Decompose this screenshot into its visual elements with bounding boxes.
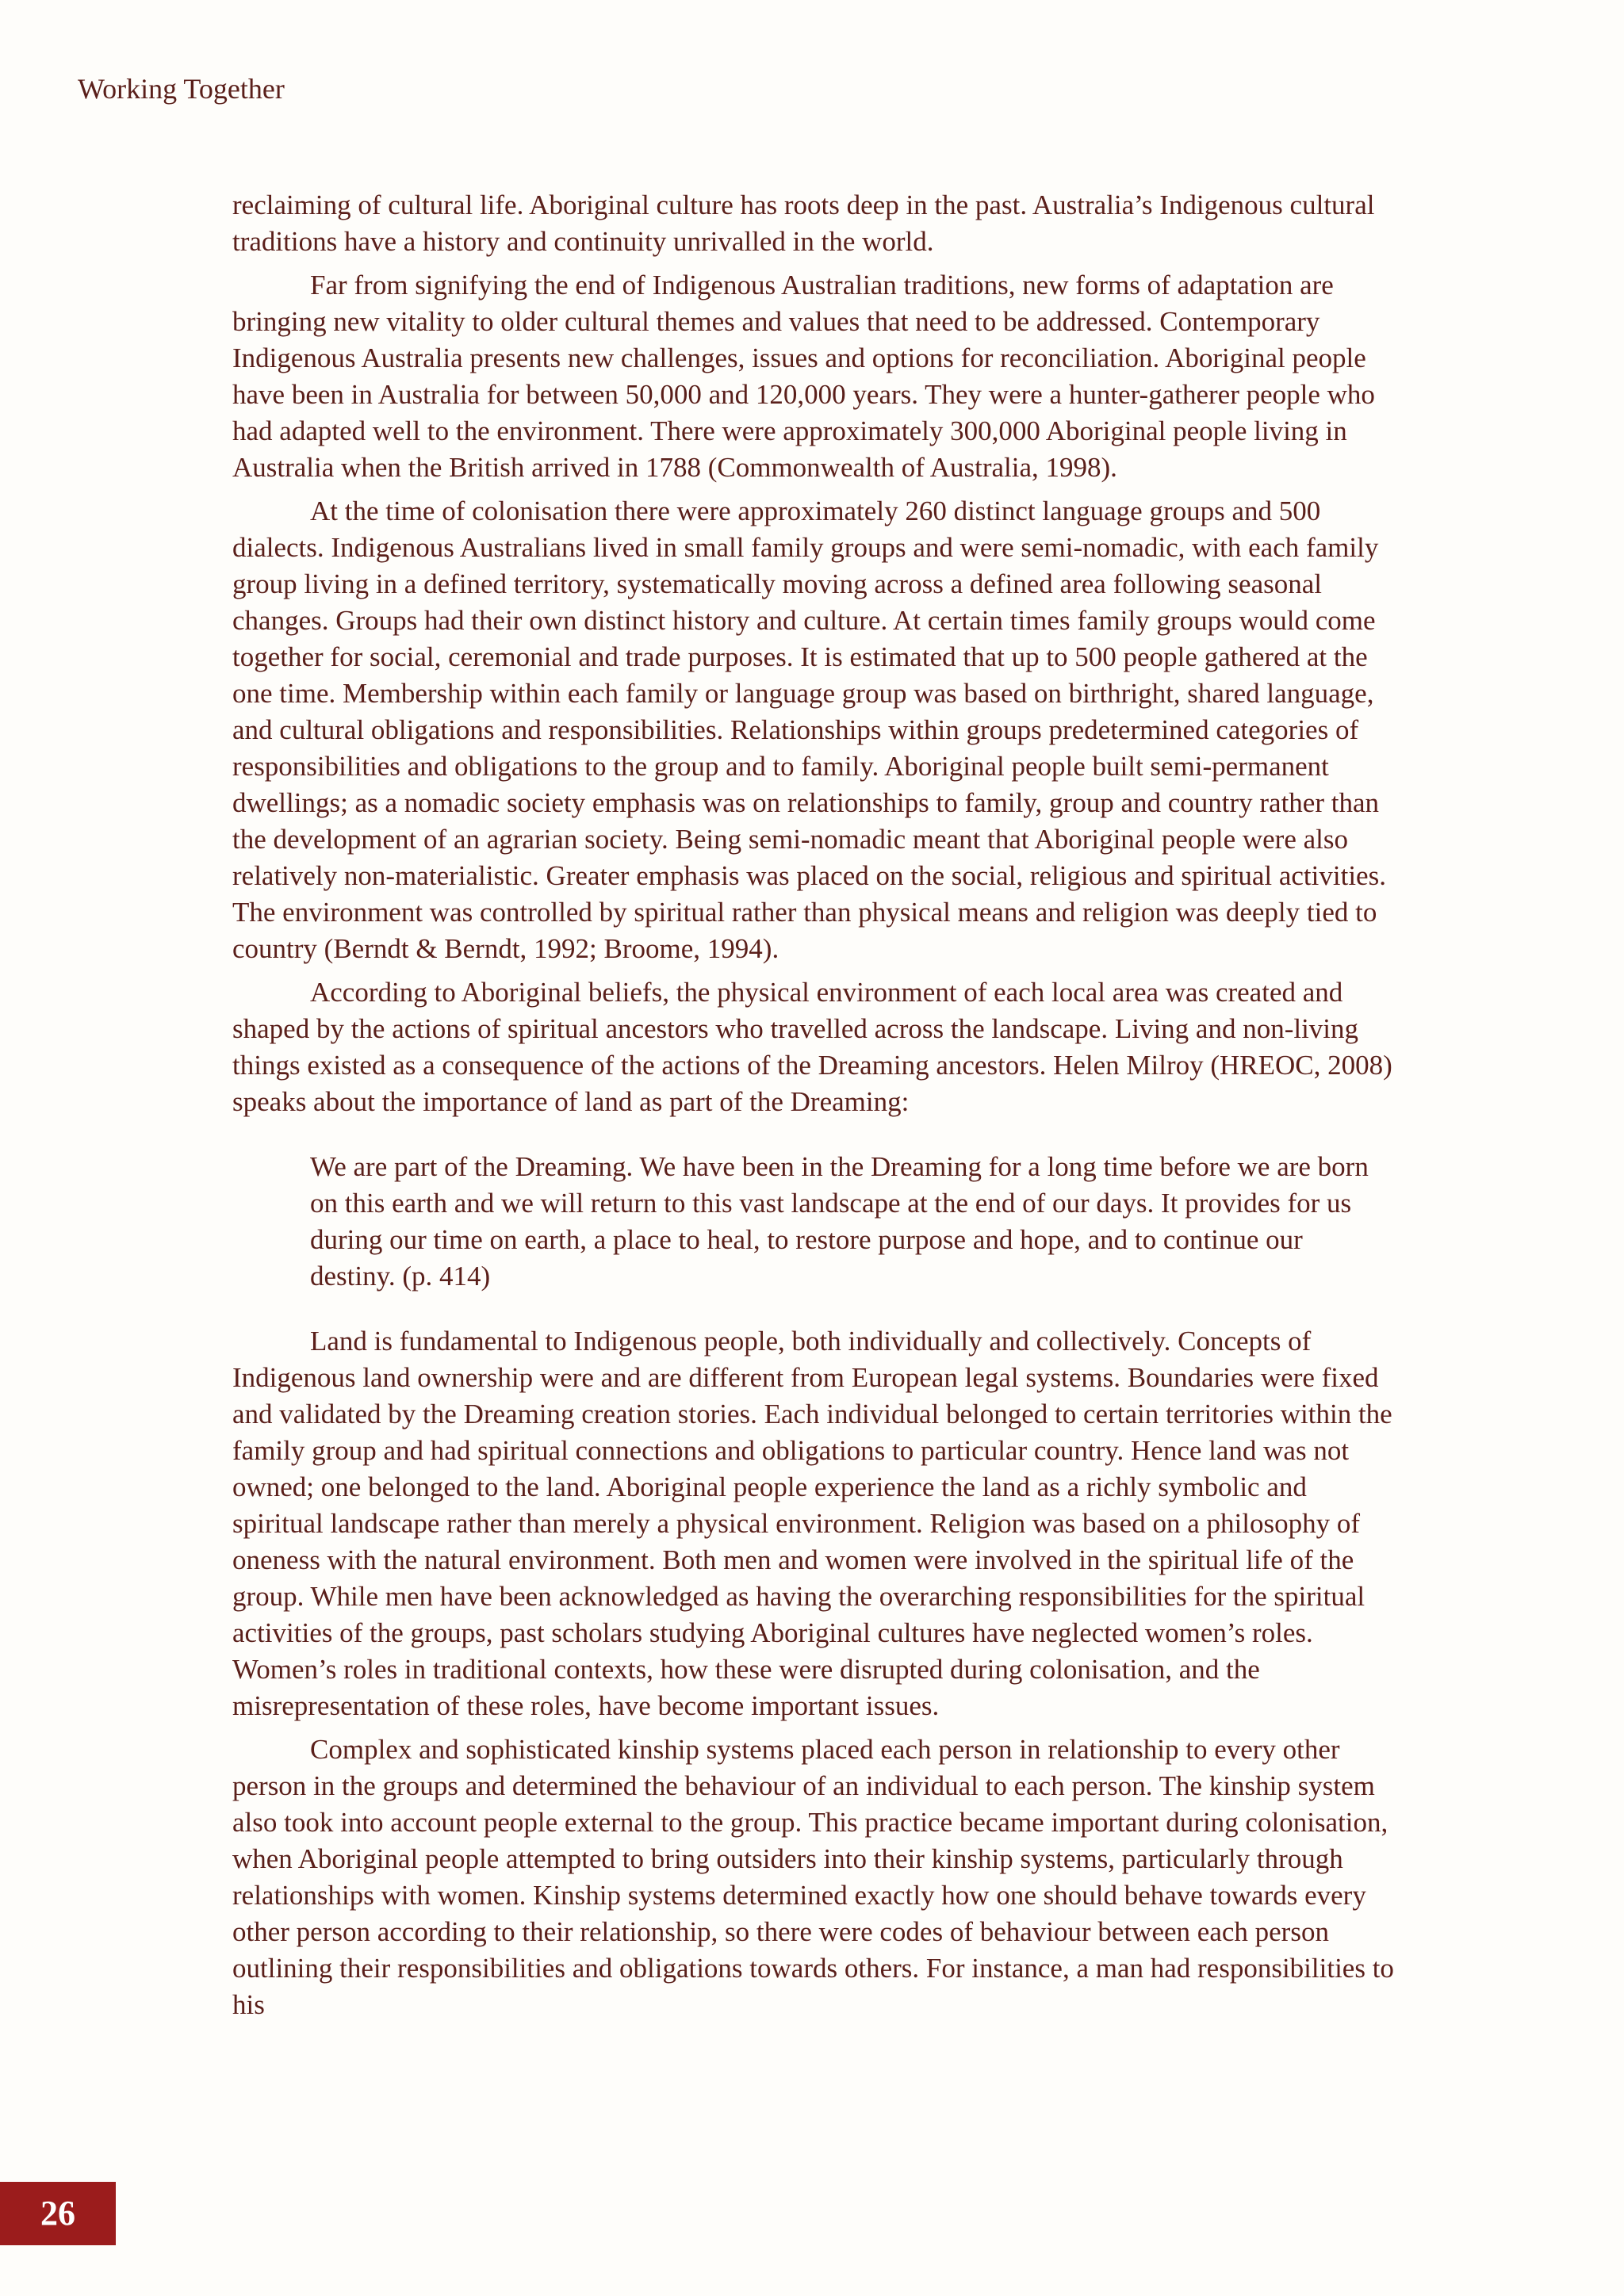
paragraph-colonisation: At the time of colonisation there were approximately 260 distinct language groups and 500 dialects. Indigenous Australians lived in small family groups and were semi-nomadic, with each family group living in a defined territory, systematically moving across a defined area following seasonal changes. Groups had their own distinct history and culture. At certain times family groups would come together for social, ceremonial and trade purposes. It is estimated that up to 500 people gathered at the one time. Membership within each family or language group was based on birthright, shared language, and cultural obligations and responsibilities. Relationships within groups predetermined categories of responsibilities and obligations to the group and to family. Aboriginal people built semi-permanent dwellings; as a nomadic society emphasis was on relationships to family, group and country rather than the development of an agrarian society. Being semi-nomadic meant that Aboriginal people were also relatively non-materialistic. Greater emphasis was placed on the social, religious and spiritual activities. The environment was controlled by spiritual rather than physical means and religion was deeply tied to country (Berndt & Berndt, 1992; Broome, 1994).: [232, 496, 1386, 964]
block-quote: We are part of the Dreaming. We have been in the Dreaming for a long time before we are born on this earth and we will return to this vast landscape at the end of our days. It provides for us during our time on earth, a place to heal, to restore purpose and hope, and to continue our destiny. (p. 414): [310, 1151, 1369, 1292]
body-text: [232, 187, 1395, 2030]
running-header: Working Together: [78, 73, 285, 105]
paragraph-kinship: Complex and sophisticated kinship systems placed each person in relationship to every other person in the groups and determined the behaviour of an individual to each person. The kinship system also took into account people external to the group. This practice became important during colonisation, when Aboriginal people attempted to bring outsiders into their kinship systems, particularly through relationships with women. Kinship systems determined exactly how one should behave towards every other person according to their relationship, so there were codes of behaviour between each person outlining their responsibilities and obligations towards others. For instance, a man had responsibilities to his: [232, 1734, 1394, 2020]
paragraph-land: Land is fundamental to Indigenous people, both individually and collectively. Concepts of Indigenous land ownership were and are different from European legal systems. Boundaries were fixed and validated by the Dreaming creation stories. Each individual belonged to certain territories within the family group and had spiritual connections and obligations to particular country. Hence land was not owned; one belonged to the land. Aboriginal people experience the land as a richly symbolic and spiritual landscape rather than merely a physical environment. Religion was based on a philosophy of oneness with the natural environment. Both men and women were involved in the spiritual life of the group. While men have been acknowledged as having the overarching responsibilities for the spiritual activities of the groups, past scholars studying Aboriginal cultures have neglected women’s roles. Women’s roles in traditional contexts, how these were disrupted during colonisation, and the misrepresentation of these roles, have become important issues.: [232, 1326, 1392, 1721]
paragraph-continued: reclaiming of cultural life. Aboriginal culture has roots deep in the past. Australia’s Indigenous cultural traditions have a history and continuity unrivalled in the world.: [232, 189, 1375, 257]
paragraph-beliefs: According to Aboriginal beliefs, the physical environment of each local area was created and shaped by the actions of spiritual ancestors who travelled across the landscape. Living and non-living things existed as a consequence of the actions of the Dreaming ancestors. Helen Milroy (HREOC, 2008) speaks about the importance of land as part of the Dreaming:: [232, 977, 1392, 1117]
page-number: 26: [0, 2182, 116, 2245]
paragraph-adaptation: Far from signifying the end of Indigenous Australian traditions, new forms of adaptation are bringing new vitality to older cultural themes and values that need to be addressed. Contemporary Indigenous Australia presents new challenges, issues and options for reconciliation. Aboriginal people have been in Australia for between 50,000 and 120,000 years. They were a hunter-gatherer people who had adapted well to the environment. There were approximately 300,000 Aboriginal people living in Australia when the British arrived in 1788 (Commonwealth of Australia, 1998).: [232, 270, 1375, 483]
